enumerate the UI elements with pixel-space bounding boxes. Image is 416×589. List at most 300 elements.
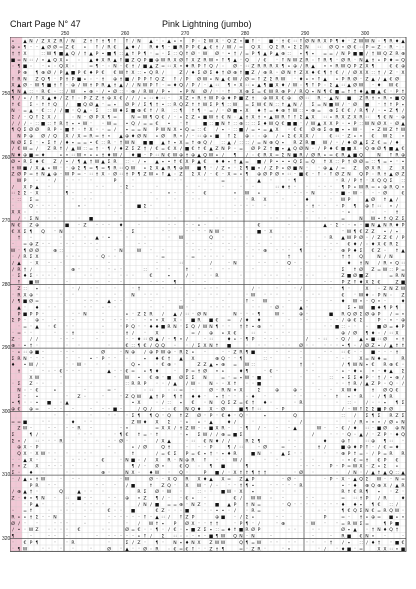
stitch-symbol: ⊕ (281, 51, 285, 57)
empty-cell-dot (289, 484, 290, 485)
stitch-symbol: ∕ (378, 496, 380, 502)
stitch-symbol: ↑ (11, 464, 15, 470)
stitch-symbol: Q (179, 51, 183, 57)
empty-cell-dot (277, 541, 278, 542)
stitch-symbol: ♦ (28, 471, 34, 477)
stitch-symbol: € (203, 159, 207, 165)
stitch-symbol: ■ (250, 350, 256, 356)
stitch-symbol: P (185, 369, 189, 375)
stitch-symbol: ◦ (215, 483, 219, 489)
empty-cell-dot (49, 408, 50, 409)
empty-cell-dot (37, 491, 38, 492)
stitch-symbol: ⊕ (383, 185, 387, 191)
stitch-symbol: X (11, 83, 15, 89)
empty-cell-dot (211, 275, 212, 276)
stitch-symbol: ∷ (377, 337, 381, 343)
empty-cell-dot (121, 370, 122, 371)
stitch-symbol: / (186, 71, 188, 76)
empty-cell-dot (301, 376, 302, 377)
stitch-symbol: ¶ (377, 159, 381, 165)
stitch-symbol: P (257, 528, 261, 534)
stitch-symbol: Σ (41, 115, 45, 121)
stitch-symbol: P (401, 236, 405, 242)
stitch-symbol: = (11, 420, 15, 426)
empty-cell-dot (55, 217, 56, 218)
empty-cell-dot (151, 294, 152, 295)
empty-cell-dot (175, 179, 176, 180)
stitch-symbol: N (137, 39, 141, 45)
empty-cell-dot (43, 351, 44, 352)
empty-cell-dot (277, 522, 278, 523)
stitch-symbol: Q (131, 121, 135, 127)
stitch-symbol: Ø (251, 528, 255, 534)
stitch-symbol: ↑ (131, 51, 135, 57)
stitch-symbol: € (125, 64, 129, 70)
stitch-symbol: Z (383, 286, 387, 292)
stitch-symbol: • (281, 159, 285, 165)
stitch-symbol: W (190, 382, 196, 388)
empty-cell-dot (385, 300, 386, 301)
stitch-symbol: ¶ (65, 191, 69, 197)
empty-cell-dot (265, 262, 266, 263)
stitch-symbol: † (29, 515, 33, 521)
empty-cell-dot (25, 116, 26, 117)
empty-cell-dot (19, 325, 20, 326)
stitch-symbol: ■ (40, 121, 46, 127)
stitch-symbol: = (383, 140, 387, 146)
stitch-symbol: ◦ (53, 64, 57, 70)
empty-cell-dot (127, 319, 128, 320)
stitch-symbol: R (317, 153, 321, 159)
stitch-symbol: ▲ (401, 121, 405, 127)
empty-cell-dot (31, 332, 32, 333)
stitch-symbol: ∙ (395, 229, 399, 235)
empty-cell-dot (19, 338, 20, 339)
stitch-symbol: ▲ (239, 115, 243, 121)
stitch-symbol: P (341, 204, 345, 210)
stitch-symbol: † (353, 90, 357, 96)
stitch-symbol: ♦ (274, 109, 280, 115)
stitch-symbol: = (143, 432, 147, 438)
stitch-symbol: ∙ (323, 153, 327, 159)
empty-cell-dot (199, 427, 200, 428)
stitch-symbol: ■ (214, 134, 220, 140)
stitch-symbol: ∕ (246, 153, 248, 159)
stitch-symbol: ◦ (341, 356, 345, 362)
stitch-symbol: Q (389, 382, 393, 388)
empty-cell-dot (79, 224, 80, 225)
empty-cell-dot (79, 179, 80, 180)
stitch-symbol: ∕ (132, 331, 134, 337)
stitch-symbol: R (395, 153, 399, 159)
stitch-symbol: ■ (244, 39, 250, 45)
stitch-symbol: ♦ (394, 432, 400, 438)
stitch-symbol: ∷ (305, 96, 309, 102)
stitch-symbol: Z (251, 64, 255, 70)
stitch-symbol: ¶ (173, 280, 177, 286)
empty-cell-dot (307, 370, 308, 371)
stitch-symbol: ◦ (71, 115, 75, 121)
stitch-symbol: † (11, 166, 15, 172)
empty-cell-dot (361, 351, 362, 352)
stitch-symbol: R (197, 96, 201, 102)
stitch-symbol: Ø (197, 413, 201, 419)
stitch-symbol: N (71, 39, 75, 45)
stitch-symbol: X (23, 445, 27, 451)
stitch-symbol: ↑ (221, 58, 225, 64)
empty-cell-dot (85, 452, 86, 453)
stitch-symbol: W (268, 90, 274, 96)
stitch-symbol: ↑ (251, 39, 255, 45)
stitch-symbol: ▲ (401, 471, 405, 477)
stitch-symbol: R (353, 382, 357, 388)
stitch-symbol: Z (131, 58, 135, 64)
empty-cell-dot (223, 230, 224, 231)
stitch-symbol: ■ (184, 147, 190, 153)
empty-cell-dot (97, 364, 98, 365)
stitch-symbol: ■ (400, 547, 406, 553)
empty-cell-dot (115, 319, 116, 320)
stitch-symbol: W (232, 458, 238, 464)
stitch-symbol: ↑ (347, 90, 351, 96)
empty-cell-dot (25, 529, 26, 530)
stitch-symbol: ¶ (137, 344, 141, 350)
stitch-symbol: R (11, 515, 15, 521)
stitch-symbol: Q (143, 407, 147, 413)
empty-cell-dot (79, 478, 80, 479)
stitch-symbol: Z (371, 382, 375, 388)
stitch-symbol: N (221, 147, 225, 153)
empty-cell-dot (145, 541, 146, 542)
empty-cell-dot (145, 319, 146, 320)
empty-cell-dot (73, 192, 74, 193)
stitch-symbol: Ø (335, 172, 339, 178)
empty-cell-dot (43, 319, 44, 320)
stitch-symbol: X (47, 115, 51, 121)
empty-cell-dot (343, 433, 344, 434)
stitch-symbol: ■ (46, 401, 52, 407)
stitch-symbol: W (382, 267, 388, 273)
empty-cell-dot (241, 65, 242, 66)
stitch-symbol: ◦ (101, 325, 105, 330)
stitch-symbol: ∙ (239, 109, 243, 115)
stitch-symbol: † (359, 178, 363, 184)
empty-cell-dot (313, 370, 314, 371)
stitch-symbol: • (149, 318, 153, 324)
empty-cell-dot (163, 491, 164, 492)
stitch-symbol: ¶ (173, 394, 177, 400)
empty-cell-dot (283, 237, 284, 238)
empty-cell-dot (271, 306, 272, 307)
stitch-symbol: ∷ (143, 267, 147, 273)
stitch-symbol: Σ (347, 305, 351, 311)
stitch-symbol: ▲ (383, 77, 387, 83)
stitch-symbol: P (185, 452, 189, 457)
stitch-symbol: ■ (220, 515, 226, 521)
stitch-symbol: Q (347, 312, 351, 318)
stitch-symbol: = (17, 331, 21, 337)
stitch-symbol: ■ (286, 121, 292, 127)
stitch-symbol: R (191, 64, 195, 70)
stitch-symbol: ▲ (155, 159, 159, 165)
stitch-symbol: ▲ (47, 58, 51, 64)
empty-cell-dot (235, 516, 236, 517)
empty-cell-dot (151, 433, 152, 434)
empty-cell-dot (313, 465, 314, 466)
empty-cell-dot (223, 300, 224, 301)
stitch-symbol: ■ (334, 128, 340, 134)
empty-cell-dot (169, 237, 170, 238)
empty-cell-dot (205, 281, 206, 282)
stitch-symbol: ↑ (35, 115, 39, 121)
stitch-symbol: ⊕ (113, 77, 117, 83)
empty-cell-dot (307, 205, 308, 206)
empty-cell-dot (247, 198, 248, 199)
stitch-symbol: N (383, 223, 387, 229)
stitch-symbol: • (341, 344, 345, 350)
stitch-symbol: † (233, 159, 237, 165)
stitch-symbol: • (377, 344, 381, 350)
empty-cell-dot (91, 192, 92, 193)
stitch-symbol: ↑ (371, 204, 375, 210)
stitch-symbol: Q (245, 58, 249, 64)
stitch-symbol: Q (377, 178, 381, 184)
stitch-symbol: ♦ (10, 363, 16, 369)
row-label: 310 (2, 472, 11, 479)
empty-cell-dot (277, 427, 278, 428)
stitch-symbol: ♦ (388, 58, 394, 64)
stitch-symbol: ⊕ (11, 344, 15, 350)
empty-cell-dot (193, 135, 194, 136)
empty-cell-dot (115, 249, 116, 250)
stitch-symbol: • (401, 159, 405, 165)
empty-cell-dot (277, 408, 278, 409)
stitch-symbol: ∕ (300, 64, 302, 70)
stitch-symbol: ∕ (138, 521, 140, 527)
stitch-symbol: • (401, 134, 405, 140)
stitch-symbol: ▲ (83, 109, 87, 115)
stitch-symbol: ■ (232, 109, 238, 115)
stitch-symbol: X (131, 471, 135, 477)
empty-cell-dot (55, 535, 56, 536)
stitch-symbol: / (12, 185, 14, 191)
stitch-symbol: = (23, 242, 27, 248)
stitch-symbol: R (53, 147, 57, 153)
stitch-symbol: € (293, 134, 297, 140)
empty-cell-dot (157, 364, 158, 365)
stitch-symbol: ↑ (245, 325, 249, 330)
stitch-symbol: Σ (239, 432, 243, 438)
stitch-symbol: ◦ (137, 458, 141, 464)
empty-cell-dot (223, 52, 224, 53)
stitch-symbol: † (167, 356, 171, 362)
stitch-symbol: ▲ (65, 401, 69, 407)
stitch-symbol: • (125, 121, 129, 127)
empty-cell-dot (397, 160, 398, 161)
stitch-symbol: ■ (376, 426, 382, 432)
empty-cell-dot (115, 256, 116, 257)
stitch-symbol: / (300, 420, 302, 426)
stitch-symbol: ∷ (287, 51, 291, 57)
stitch-symbol: ♦ (148, 471, 154, 477)
stitch-symbol: = (83, 134, 87, 140)
stitch-symbol: ∷ (215, 83, 219, 89)
stitch-symbol: ▲ (389, 198, 393, 203)
stitch-symbol: Ø (89, 115, 93, 121)
pattern-title: Pink Lightning (jumbo) (162, 19, 252, 29)
stitch-symbol: Σ (95, 109, 99, 115)
stitch-symbol: Ø (221, 407, 225, 413)
stitch-symbol: ∷ (377, 204, 381, 210)
stitch-symbol: = (317, 109, 321, 115)
stitch-symbol: ♦ (358, 280, 364, 286)
stitch-symbol: ■ (208, 318, 214, 324)
empty-cell-dot (397, 319, 398, 320)
empty-cell-dot (241, 205, 242, 206)
stitch-symbol: ∙ (83, 77, 87, 83)
stitch-symbol: ∙ (113, 102, 117, 108)
empty-cell-dot (301, 459, 302, 460)
stitch-symbol: ∙ (353, 134, 357, 140)
stitch-symbol: N (311, 191, 315, 197)
stitch-symbol: R (389, 39, 393, 45)
stitch-symbol: P (317, 83, 321, 89)
stitch-symbol: Z (347, 134, 351, 140)
stitch-symbol: ▲ (209, 420, 213, 426)
stitch-symbol: R (35, 483, 39, 489)
stitch-symbol: P (131, 102, 135, 108)
stitch-symbol: Q (131, 394, 135, 400)
stitch-symbol: • (131, 401, 135, 407)
stitch-symbol: Q (155, 115, 159, 121)
stitch-symbol: ↑ (149, 109, 153, 115)
empty-cell-dot (103, 408, 104, 409)
stitch-symbol: / (288, 83, 290, 89)
stitch-symbol: • (341, 483, 345, 489)
empty-cell-dot (97, 281, 98, 282)
stitch-symbol: W (256, 102, 262, 108)
empty-cell-dot (31, 402, 32, 403)
empty-cell-dot (337, 319, 338, 320)
stitch-symbol: • (83, 153, 87, 159)
empty-cell-dot (265, 338, 266, 339)
stitch-symbol: ▲ (173, 382, 177, 388)
stitch-symbol: ■ (22, 299, 28, 305)
stitch-symbol: € (281, 121, 285, 127)
empty-cell-dot (301, 357, 302, 358)
empty-cell-dot (271, 179, 272, 180)
stitch-symbol: Ø (185, 521, 189, 527)
stitch-symbol: • (233, 388, 237, 394)
empty-cell-dot (85, 389, 86, 390)
empty-cell-dot (97, 300, 98, 301)
empty-cell-dot (205, 414, 206, 415)
stitch-symbol: • (323, 64, 327, 70)
stitch-symbol: W (214, 229, 220, 235)
stitch-symbol: Z (395, 490, 399, 496)
empty-cell-dot (109, 497, 110, 498)
stitch-symbol: N (113, 64, 117, 70)
stitch-symbol: N (41, 172, 45, 178)
stitch-symbol: N (347, 172, 351, 178)
stitch-symbol: ⊕ (269, 140, 273, 146)
stitch-symbol: ■ (400, 280, 406, 286)
stitch-symbol: Z (17, 426, 21, 432)
stitch-symbol: • (221, 509, 225, 515)
stitch-symbol: † (89, 83, 93, 89)
stitch-symbol: Σ (185, 115, 189, 121)
stitch-symbol: Z (125, 394, 129, 400)
empty-cell-dot (313, 471, 314, 472)
stitch-symbol: ∙ (125, 128, 129, 134)
empty-cell-dot (313, 383, 314, 384)
stitch-symbol: € (395, 458, 399, 464)
stitch-symbol: • (101, 51, 105, 57)
stitch-symbol: Σ (29, 102, 33, 108)
stitch-symbol: ¶ (17, 299, 21, 305)
stitch-symbol: • (215, 369, 219, 375)
stitch-symbol: ■ (232, 432, 238, 438)
empty-cell-dot (181, 497, 182, 498)
empty-cell-dot (235, 522, 236, 523)
stitch-symbol: ↑ (131, 452, 135, 457)
stitch-symbol: † (143, 147, 147, 153)
empty-cell-dot (115, 370, 116, 371)
empty-cell-dot (37, 46, 38, 47)
row-label: 320 (2, 535, 11, 542)
stitch-symbol: ▲ (65, 71, 69, 76)
stitch-symbol: ⊕ (257, 172, 261, 178)
stitch-symbol: Q (101, 255, 105, 261)
empty-cell-dot (373, 376, 374, 377)
stitch-symbol: N (287, 58, 291, 64)
stitch-symbol: ◦ (233, 115, 237, 121)
stitch-symbol: ¶ (35, 496, 39, 502)
stitch-symbol: R (221, 426, 225, 432)
empty-cell-dot (13, 243, 14, 244)
stitch-symbol: ♦ (358, 90, 364, 96)
stitch-symbol: ∷ (137, 71, 141, 76)
empty-cell-dot (97, 186, 98, 187)
stitch-symbol: Ø (245, 77, 249, 83)
stitch-symbol: € (149, 274, 153, 280)
stitch-symbol: P (347, 248, 351, 254)
stitch-symbol: P (227, 147, 231, 153)
stitch-symbol: = (167, 502, 171, 508)
empty-cell-dot (283, 510, 284, 511)
stitch-symbol: / (168, 528, 170, 534)
stitch-symbol: W (82, 121, 88, 127)
empty-cell-dot (259, 287, 260, 288)
empty-cell-dot (295, 440, 296, 441)
stitch-symbol: ↑ (215, 344, 219, 350)
stitch-symbol: Q (359, 153, 363, 159)
stitch-symbol: N (173, 325, 177, 330)
stitch-symbol: W (352, 407, 358, 413)
empty-cell-dot (307, 300, 308, 301)
stitch-symbol: ∷ (161, 96, 165, 102)
stitch-symbol: W (10, 248, 16, 254)
stitch-symbol: ∷ (245, 64, 249, 70)
stitch-symbol: R (305, 64, 309, 70)
stitch-symbol: ∙ (401, 102, 405, 108)
empty-cell-dot (97, 440, 98, 441)
empty-cell-dot (217, 217, 218, 218)
stitch-symbol: ■ (64, 223, 70, 229)
stitch-symbol: N (203, 375, 207, 381)
stitch-symbol: Ø (125, 528, 129, 534)
stitch-symbol: R (383, 96, 387, 102)
